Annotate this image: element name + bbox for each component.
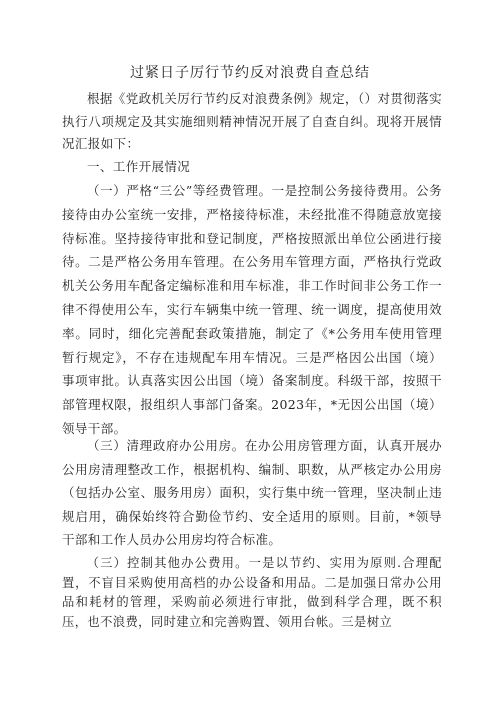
intro-paragraph: 根据《党政机关厉行节约反对浪费条例》规定，（）对贯彻落实执行八项规定及其实施细则精神情况开展了自查自纠。现将开展情况汇报如下： <box>62 91 442 151</box>
paragraph-office-space: （三）清理政府办公用房。在办公用房管理方面，认真开展办公用房清理整改工作，根据机构、编制、职数，从严核定办公用房（包括办公室、服务用房）面积，实行集中统一管理，坚决制止违规启用，确保始终符合勤俭节约、安全适用的原则。目前，*领导干部和工作人员办公用房均符合标准。 <box>62 438 442 547</box>
paragraph-other-office-expenses: （三）控制其他办公费用。一是以节约、实用为原则.合理配置，不盲目采购使用高档的办公设备和用品。二是加强日常办公用品和耗材的管理，采购前必须进行审批，做到科学合理，既不积压，也不浪费，同时建立和完善购置、领用台帐。三是树立 <box>62 556 442 629</box>
document-title: 过紧日子厉行节约反对浪费自查总结 <box>130 65 370 81</box>
paragraph-sangong-expenses: （一）严格“三公”等经费管理。一是控制公务接待费用。公务接待由办公室统一安排，严格接待标准，未经批准不得随意放宽接待标准。坚持接待审批和登记制度，严格按照派出单位公函进行接待。二是严格公务用车管理。在公务用车管理方面，严格执行党政机关公务用车配备定编标准和用车标准，非工作时间非公务工作一律不得使用公车，实行车辆集中统一管理、统一调度，提高使用效率。同时，细化完善配套政策措施，制定了《*公务用车使用管理暂行规定》，不存在违规配车用车情况。三是严格因公出国（境）事项审批。认真落实因公出国（境）备案制度。科级干部，按照干部管理权限，报组织人事部门备案。2023年，*无因公出国（境）领导干部。 <box>62 183 442 436</box>
section-heading-work-status: 一、工作开展情况 <box>87 159 191 174</box>
